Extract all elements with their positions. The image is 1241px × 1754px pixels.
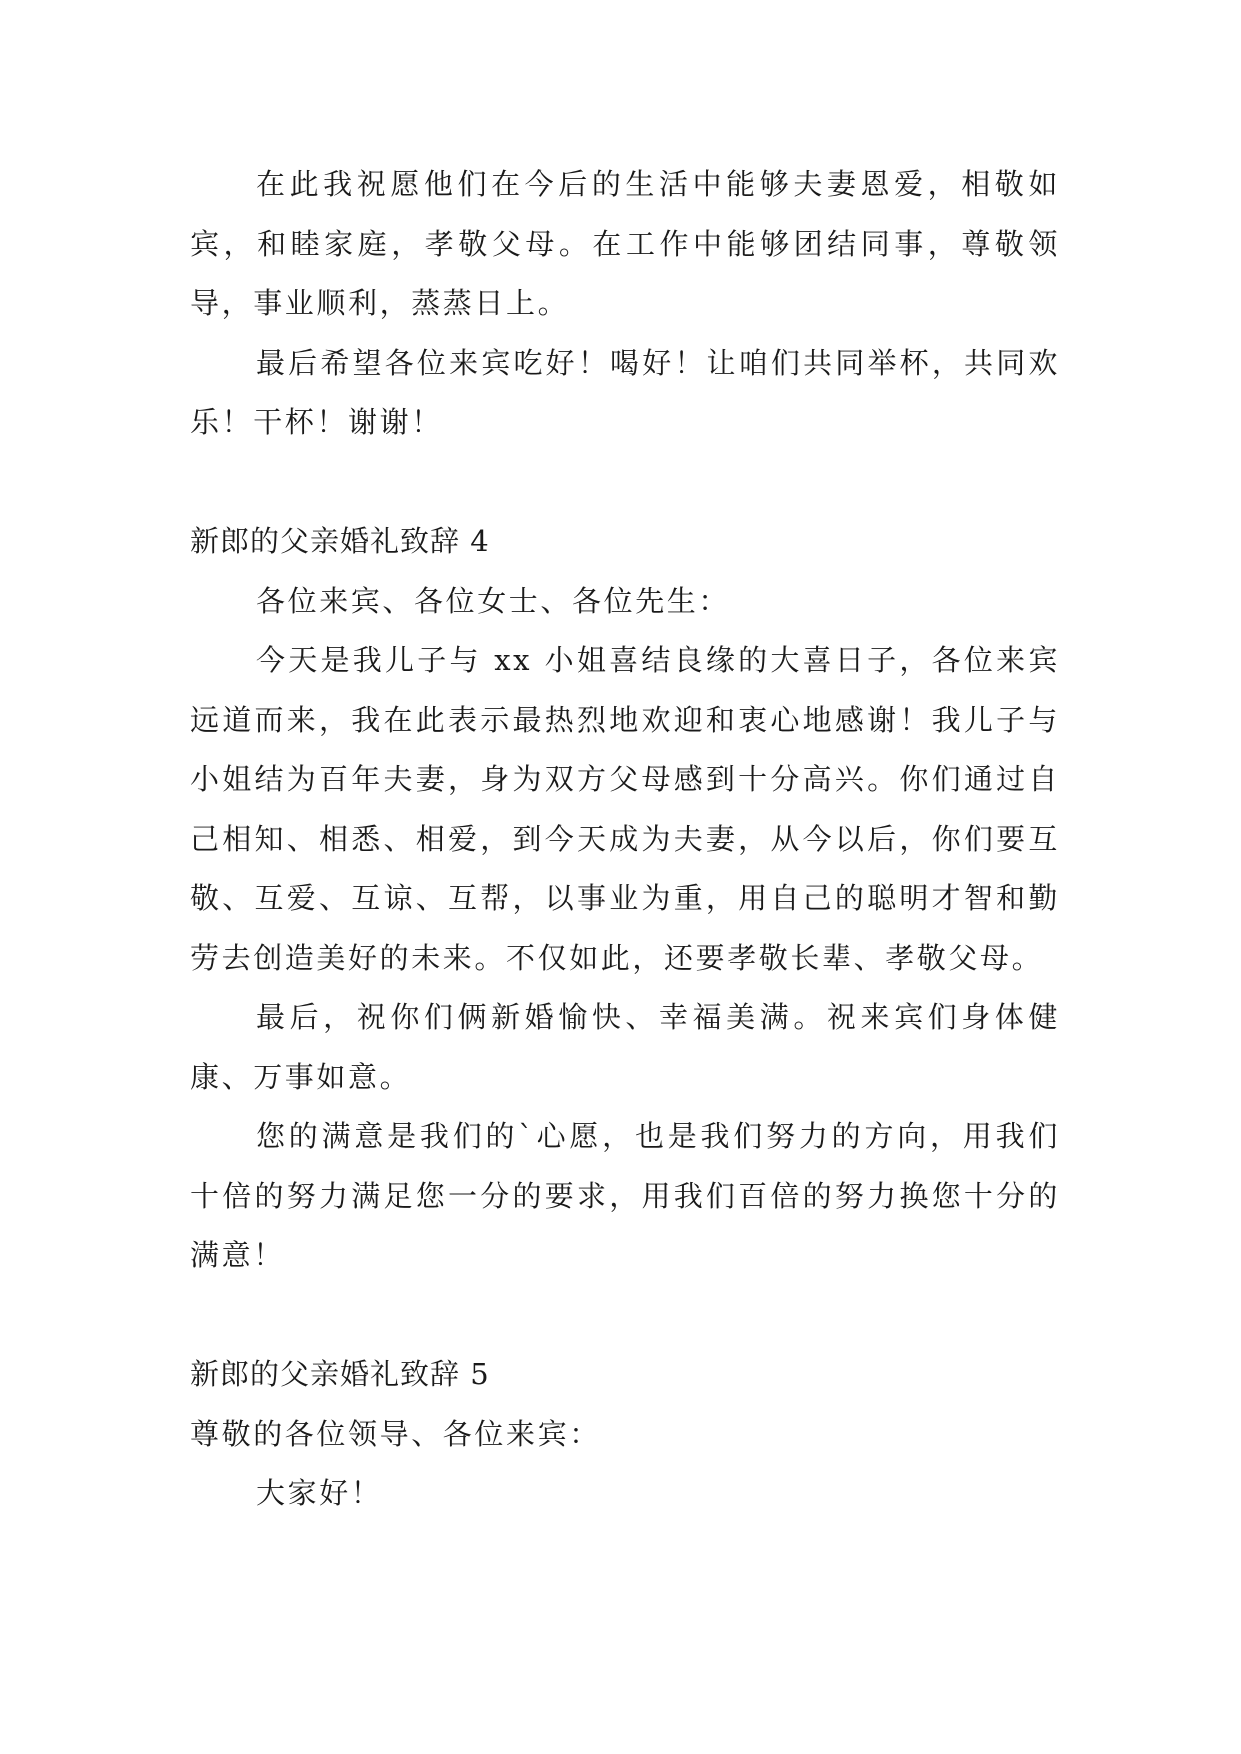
paragraph-hello: 大家好！ [256,1476,383,1510]
document-body [190,155,1060,1524]
paragraph-greeting: 各位来宾、各位女士、各位先生： [256,583,731,618]
paragraph-blessing: 在此我祝愿他们在今后的生活中能够夫妻恩爱，相敬如宾，和睦家庭，孝敬父母。在工作中能够团结同事，尊敬领导，事业顺利，蒸蒸日上。 [190,167,1060,320]
section-gap [190,1286,1060,1346]
paragraph-toast: 最后希望各位来宾吃好！喝好！让咱们共同举杯，共同欢乐！干杯！谢谢！ [190,345,1060,439]
paragraph-satisfaction: 您的满意是我们的`心愿，也是我们努力的方向，用我们十倍的努力满足您一分的要求，用我们百倍的努力换您十分的满意！ [190,1119,1060,1272]
paragraph-salutation: 尊敬的各位领导、各位来宾： [190,1416,601,1451]
section-heading-5: 新郎的父亲婚礼致辞 5 [190,1357,490,1391]
paragraph-closing-wishes: 最后，祝你们俩新婚愉快、幸福美满。祝来宾们身体健康、万事如意。 [190,1000,1060,1094]
section-heading-4: 新郎的父亲婚礼致辞 4 [190,524,490,558]
section-gap [190,453,1060,513]
paragraph-main-speech: 今天是我儿子与 xx 小姐喜结良缘的大喜日子，各位来宾远道而来，我在此表示最热烈地欢迎和衷心地感谢！我儿子与小姐结为百年夫妻，身为双方父母感到十分高兴。你们通过自己相知、相悉、相爱，到今天成为夫妻，从今以后，你们要互敬、互爱、互谅、互帮，以事业为重，用自己的聪明才智和勤劳去创造美好的未来。不仅如此，还要孝敬长辈、孝敬父母。 [190,643,1060,975]
